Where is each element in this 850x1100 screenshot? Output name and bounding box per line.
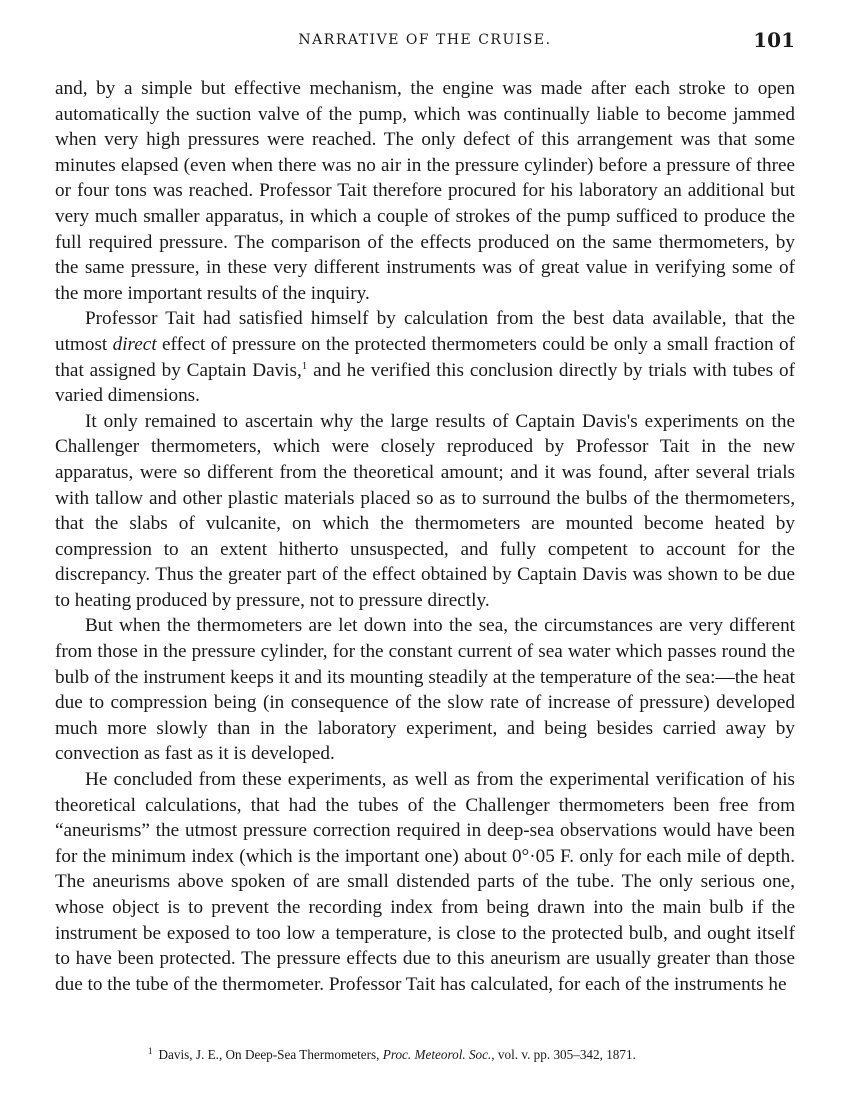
footnote-reference: 1 [301,359,308,372]
running-title: NARRATIVE OF THE CRUISE. [298,32,552,48]
paragraph-4: But when the thermometers are let down into the sea, the circumstances are very different from those in the pressure cylinder, for the constant current of sea water which passes round the bulb of the instrument keeps it and its mounting steadily at the temperature of the sea:—the heat due to compression being (in consequence of the slow rate of increase of pressure) developed much more slowly than in the laboratory experiment, and being besides carried away by convection as fast as it is developed. [55,615,795,765]
paragraph-2-text-c: and he verified this conclusion directly by trials with tubes of varied dimensions. [55,359,795,407]
footnote-text-b: , vol. v. pp. 305–342, 1871. [491,1047,636,1062]
footnote [148,1043,808,1063]
paragraph-1: and, by a simple but effective mechanism, the engine was made after each stroke to open automatically the suction valve of the pump, which was continually liable to become jammed when very high pressures were reached. The only defect of this arrangement was that some minutes elapsed (even when there was no air in the pressure cylinder) before a pressure of three or four tons was reached. Professor Tait therefore procured for his laboratory an additional but very much smaller apparatus, in which a couple of strokes of the pump sufficed to produce the full required pressure. The comparison of the effects produced on the same thermometers, by the same pressure, in these very different instruments was of great value in verifying some of the more important results of the inquiry. [55,78,795,304]
emphasis-direct: direct [112,333,157,355]
footnote-text-a: Davis, J. E., On Deep-Sea Thermometers, [158,1047,383,1062]
page-number: 101 [753,28,795,52]
paragraph-2 [55,306,795,408]
footnote-journal: Proc. Meteorol. Soc. [382,1047,492,1062]
page-header [55,28,795,58]
paragraph-5: He concluded from these experiments, as well as from the experimental verification of his theoretical calculations, that had the tubes of the Challenger thermometers been free from “aneurisms” the utmost pressure correction required in deep-sea observations would have been for the minimum index (which is the important one) about 0°·05 F. only for each mile of depth. The aneurisms above spoken of are small distended parts of the tube. The only serious one, whose object is to prevent the recording index from being drawn into the main bulb if the instrument be exposed to too low a temperature, is close to the protected bulb, and ought itself to have been protected. The pressure effects due to this aneurism are usually greater than those due to the tube of the thermometer. Professor Tait has calculated, for each of the instruments he [55,769,795,995]
paragraph-3: It only remained to ascertain why the large results of Captain Davis's experiments on the Challenger thermometers, which were closely reproduced by Professor Tait in the new apparatus, were so different from the theoretical amount; and it was found, after several trials with tallow and other plastic materials placed so as to surround the bulbs of the thermometers, that the slabs of vulcanite, on which the thermometers are mounted become heated by compression to an extent hitherto unsuspected, and fully competent to account for the discrepancy. Thus the greater part of the effect obtained by Captain Davis was shown to be due to heating produced by pressure, not to pressure directly. [55,410,795,611]
paragraph-2-text-a: Professor Tait had satisfied himself by calculation from the best data available, that the utmost [55,308,795,355]
paragraph-2-text-b: effect of pressure on the protected thermometers could be only a small fraction of that assigned by Captain Davis, [55,333,795,381]
body-text [55,76,795,997]
footnote-mark: 1 [148,1046,153,1056]
